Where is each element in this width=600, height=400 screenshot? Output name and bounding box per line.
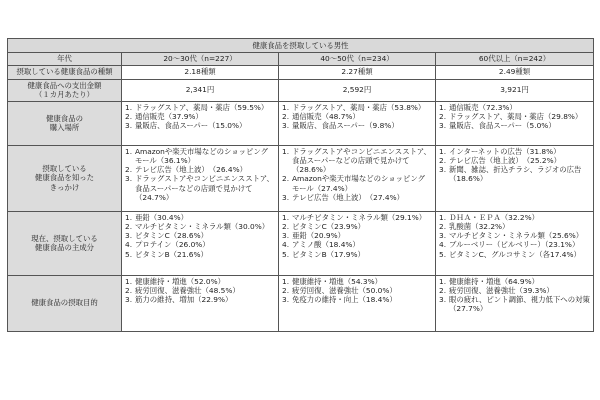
list-item [125,121,275,130]
list-item [282,295,432,304]
list-item-text: 量販店、食品スーパー（15.0%） [135,121,247,130]
list-item-text: Amazonや楽天市場などのショッピングモール（27.4%） [292,174,426,193]
table-cell [279,101,436,145]
rank-number: 3. [439,231,447,240]
row-header: 現在、摂取している 健康食品の主成分 [8,211,122,275]
list-item-text: ビタミンC（23.9%） [292,221,365,231]
rank-number: 3. [282,192,290,202]
list-item-text: 量販店、食品スーパー（5.0%） [449,121,556,130]
list-item [125,147,275,166]
table-cell [436,101,594,145]
rank-number: 1. [282,276,290,286]
list-item-text: マルチビタミン・ミネラル類（25.6%） [449,231,584,240]
list-item [125,112,275,121]
survey-table-container [7,38,593,332]
rank-number: 1. [439,212,447,222]
list-item [282,213,432,222]
list-item-text: アミノ酸（18.4%） [292,240,360,250]
list-item [439,250,590,259]
row-header: 摂取している健康食品の種類 [8,65,122,79]
rank-number: 1. [282,146,290,156]
rank-number: 4. [439,240,447,250]
list-item [125,174,275,202]
list-item-text: 免疫力の維持・向上（18.4%） [292,295,397,304]
rank-number: 5. [125,249,133,259]
rank-number: 2. [125,285,133,295]
table-body [8,65,594,331]
list-item-text: 亜鉛（20.9%） [292,231,346,240]
corner-header: 年代 [8,53,122,65]
rank-number: 3. [125,121,133,130]
list-item [125,231,275,240]
rank-number: 2. [125,111,133,121]
list-item [125,222,275,231]
table-title: 健康食品を摂取している男性 [8,39,594,53]
list-item [439,295,590,314]
rank-number: 1. [125,146,133,156]
list-item [439,213,590,222]
table-cell [122,211,279,275]
list-item [282,193,432,202]
rank-number: 3. [439,165,447,174]
ranked-list [125,103,275,131]
table-cell [279,275,436,331]
rank-number: 5. [282,249,290,259]
list-item [125,103,275,112]
list-item [439,165,590,184]
rank-number: 2. [125,165,133,174]
list-item [125,165,275,174]
column-header-60s-plus: 60代以上（n=242） [436,53,594,65]
table-cell [436,275,594,331]
list-item-text: 通信販売（37.9%） [135,111,203,121]
row-header: 摂取している 健康食品を知った きっかけ [8,145,122,211]
list-item [282,286,432,295]
list-item [439,231,590,240]
list-item [439,156,590,165]
rank-number: 2. [125,221,133,231]
list-item-text: 新聞、雑誌、折込チラシ、ラジオの広告（18.6%） [449,165,582,184]
list-item-text: 量販店、食品スーパー（9.8%） [292,121,399,130]
rank-number: 1. [282,212,290,222]
list-item [282,174,432,193]
list-item-text: ビタミンB（17.9%） [292,249,365,259]
table-cell: 2.18種類 [122,65,279,79]
column-header-40-50s: 40～50代（n=234） [279,53,436,65]
table-cell [122,101,279,145]
rank-number: 5. [439,249,447,259]
list-item-text: ドラッグストア、薬局・薬店（53.8%） [292,102,426,112]
list-item-text: 疲労回復、滋養強壮（48.5%） [135,285,240,295]
rank-number: 1. [125,276,133,286]
rank-number: 4. [125,240,133,250]
list-item-text: ビタミンB（21.6%） [135,249,208,259]
ranked-list [125,213,275,259]
list-item [282,112,432,121]
list-item [439,286,590,295]
rank-number: 3. [282,231,290,240]
table-row [8,79,594,101]
ranked-list [282,277,432,305]
ranked-list [282,213,432,259]
list-item [282,240,432,249]
rank-number: 3. [439,295,447,304]
rank-number: 1. [125,102,133,112]
table-row [8,211,594,275]
table-cell: 3,921円 [436,79,594,101]
list-item [125,277,275,286]
ranked-list [125,277,275,305]
rank-number: 3. [125,174,133,184]
rank-number: 2. [282,174,290,184]
list-item-text: ドラッグストア、薬局・薬店（59.5%） [135,102,269,112]
table-cell [436,145,594,211]
rank-number: 2. [282,111,290,121]
list-item [282,103,432,112]
list-item-text: 通信販売（72.3%） [449,102,517,112]
ranked-list [439,277,590,314]
list-item-text: マルチビタミン・ミネラル類（29.1%） [292,212,427,222]
list-item-text: Amazonや楽天市場などのショッピングモール（36.1%） [135,146,269,165]
list-item [282,250,432,259]
rank-number: 2. [439,285,447,295]
table-row [8,275,594,331]
column-header-20-30s: 20～30代（n=227） [122,53,279,65]
rank-number: 2. [282,221,290,231]
rank-number: 3. [439,121,447,130]
list-item [439,222,590,231]
table-cell: 2.27種類 [279,65,436,79]
table-cell [279,211,436,275]
table-row [8,145,594,211]
table-title-row [8,39,594,53]
list-item [282,222,432,231]
rank-number: 2. [439,111,447,121]
rank-number: 1. [439,276,447,286]
list-item-text: ドラッグストアやコンビニエンスストア、食品スーパーなどの店頭で見かけて（24.7%） [135,174,274,202]
list-item-text: 疲労回復、滋養強壮（39.3%） [449,285,554,295]
list-item-text: ビタミンC（28.6%） [135,231,208,240]
list-item [439,121,590,130]
rank-number: 3. [125,295,133,304]
list-item-text: プロテイン（26.0%） [135,240,210,250]
list-item [439,277,590,286]
rank-number: 3. [125,231,133,240]
table-cell [122,145,279,211]
list-item-text: テレビ広告（地上波） （25.2%） [449,155,562,165]
rank-number: 3. [282,121,290,130]
list-item [439,103,590,112]
rank-number: 3. [282,295,290,304]
list-item [439,147,590,156]
table-cell: 2.49種類 [436,65,594,79]
rank-number: 2. [439,155,447,165]
list-item-text: 健康維持・増進（64.9%） [449,276,539,286]
rank-number: 2. [439,221,447,231]
list-item-text: ビタミンC、グルコサミン（各17.4%） [449,249,581,259]
row-header: 健康食品の摂取目的 [8,275,122,331]
list-item-text: 筋力の維持、増加（22.9%） [135,295,233,304]
row-header: 健康食品への支出金額 （１カ月あたり） [8,79,122,101]
table-cell [122,275,279,331]
list-item [282,277,432,286]
list-item-text: テレビ広告（地上波） （27.4%） [292,192,405,202]
list-item [282,121,432,130]
rank-number: 1. [282,102,290,112]
table-cell: 2,592円 [279,79,436,101]
list-item-text: 通信販売（48.7%） [292,111,360,121]
list-item [125,250,275,259]
ranked-list [439,103,590,131]
list-item-text: マルチビタミン・ミネラル類（30.0%） [135,221,270,231]
rank-number: 1. [439,102,447,112]
list-item [125,286,275,295]
list-item-text: 健康維持・増進（52.0%） [135,276,225,286]
list-item-text: ドラッグストアやコンビニエンスストア、食品スーパーなどの店頭で見かけて（28.6%） [292,146,431,174]
ranked-list [439,213,590,259]
rank-number: 2. [282,285,290,295]
ranked-list [282,147,432,203]
list-item [439,240,590,249]
list-item-text: インターネットの広告（31.8%） [449,146,561,156]
list-item [282,231,432,240]
table-cell [436,211,594,275]
list-item-text: 乳酸菌（32.2%） [449,221,510,231]
ranked-list [282,103,432,131]
rank-number: 1. [439,146,447,156]
list-item-text: 健康維持・増進（54.3%） [292,276,382,286]
list-item-text: 亜鉛（30.4%） [135,212,189,222]
table-row [8,65,594,79]
table-cell [279,145,436,211]
list-item-text: ドラッグストア、薬局・薬店（29.8%） [449,111,583,121]
table-row [8,101,594,145]
survey-table [7,38,594,332]
list-item [125,295,275,304]
list-item-text: ＤＨＡ・ＥＰＡ（32.2%） [449,212,539,222]
list-item-text: ブルーベリー（ビルベリー）（23.1%） [449,240,580,250]
row-header: 健康食品の 購入場所 [8,101,122,145]
list-item-text: テレビ広告（地上波） （26.4%） [135,165,248,174]
list-item-text: 疲労回復、滋養強壮（50.0%） [292,285,397,295]
rank-number: 1. [125,212,133,222]
table-cell: 2,341円 [122,79,279,101]
list-item [125,240,275,249]
list-item [282,147,432,175]
list-item [439,112,590,121]
ranked-list [125,147,275,203]
ranked-list [439,147,590,184]
rank-number: 4. [282,240,290,250]
column-header-row [8,53,594,65]
list-item [125,213,275,222]
list-item-text: 眼の疲れ、ピント調節、視力低下への対策（27.7%） [449,295,590,314]
